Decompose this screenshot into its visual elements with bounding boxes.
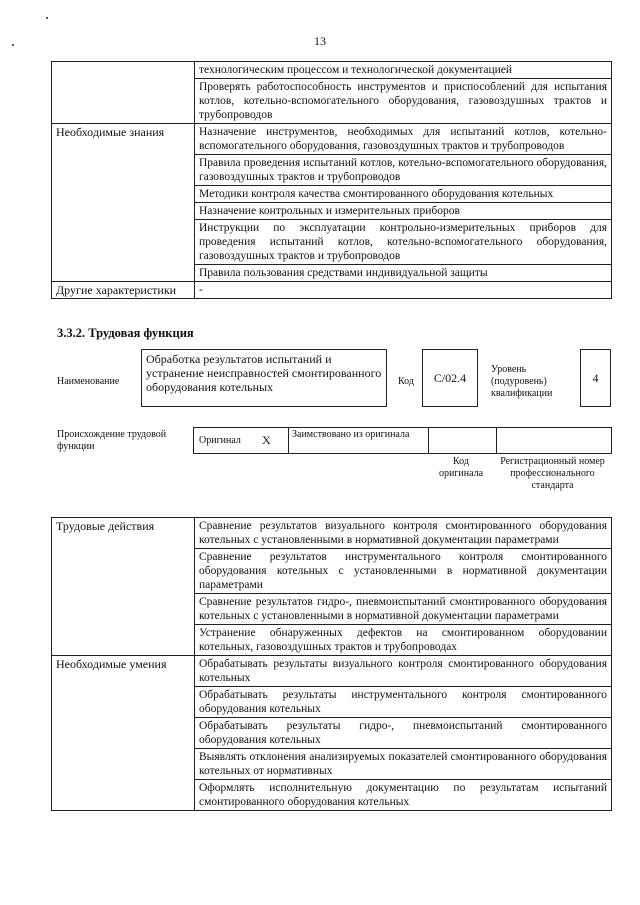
section-title: 3.3.2. Трудовая функция <box>57 326 194 340</box>
level-value: 4 <box>592 371 599 385</box>
table-cell: Проверять работоспособность инструментов и приспособлений для испытания котлов, котельно-вспомогательного оборудования, газовоздушных трактов и трубопроводов <box>195 79 612 124</box>
divider <box>496 427 497 454</box>
reg-number-label: Регистрационный номер профессионального стандарта <box>500 456 605 491</box>
scan-speck <box>46 17 48 19</box>
table-row <box>52 124 612 155</box>
divider <box>288 427 289 454</box>
table-row <box>52 656 612 687</box>
origin-code-label: Код оригинала <box>438 456 484 479</box>
table-cell: Назначение контрольных и измерительных приборов <box>195 203 612 220</box>
origin-box <box>193 427 612 454</box>
table-cell: Методики контроля качества смонтированного оборудования котельных <box>195 186 612 203</box>
row-label: Трудовые действия <box>52 518 195 656</box>
code-value: C/02.4 <box>433 371 467 385</box>
row-label: Другие характеристики <box>52 282 195 299</box>
table-cell: Оформлять исполнительную документацию по результатам испытаний смонтированного оборудования котельных <box>195 780 612 811</box>
table-cell: Сравнение результатов гидро-, пневмоиспытаний смонтированного оборудования котельных с установленными в нормативной документации параметрами <box>195 594 612 625</box>
origin-label: Происхождение трудовой функции <box>57 429 167 452</box>
original-label: Оригинал <box>199 435 241 446</box>
table-cell: - <box>195 282 612 299</box>
row-label: Необходимые умения <box>52 656 195 811</box>
level-label: Уровень (подуровень) квалификации <box>491 364 553 399</box>
top-table <box>51 61 612 299</box>
code-label: Код <box>398 376 414 387</box>
level-box <box>580 349 611 407</box>
divider <box>428 427 429 454</box>
table-cell: Инструкции по эксплуатации контрольно-измерительных приборов для проведения испытаний котлов, котельно-вспомогательного оборудования, газовоздушных трактов и трубопроводов <box>195 220 612 265</box>
table-cell: Назначение инструментов, необходимых для испытаний котлов, котельно-вспомогательного оборудования, газовоздушных трактов и трубопроводов <box>195 124 612 155</box>
bottom-table <box>51 517 612 811</box>
table-cell: Правила проведения испытаний котлов, котельно-вспомогательного оборудования, газовоздушных трактов и трубопроводов <box>195 155 612 186</box>
table-cell: технологическим процессом и технологической документацией <box>195 62 612 79</box>
row-label <box>52 62 195 124</box>
table-cell: Выявлять отклонения анализируемых показателей смонтированного оборудования котельных от нормативных <box>195 749 612 780</box>
table-cell: Обрабатывать результаты гидро-, пневмоиспытаний смонтированного оборудования котельных <box>195 718 612 749</box>
page-number: 13 <box>314 34 326 48</box>
table-cell: Сравнение результатов визуального контроля смонтированного оборудования котельных с установленными в нормативной документации параметрами <box>195 518 612 549</box>
function-name-box <box>141 349 387 407</box>
table-cell: Правила пользования средствами индивидуальной защиты <box>195 265 612 282</box>
table-cell: Обрабатывать результаты визуального контроля смонтированного оборудования котельных <box>195 656 612 687</box>
table-cell: Устранение обнаруженных дефектов на смонтированном оборудовании котельных, газовоздушных трактов и трубопроводах <box>195 625 612 656</box>
borrowed-label: Заимствовано из оригинала <box>292 429 410 440</box>
name-label: Наименование <box>57 376 120 387</box>
code-box <box>422 349 478 407</box>
table-cell: Обрабатывать результаты инструментального контроля смонтированного оборудования котельных <box>195 687 612 718</box>
table-row <box>52 518 612 549</box>
table-row <box>52 282 612 299</box>
row-label: Необходимые знания <box>52 124 195 282</box>
function-name: Обработка результатов испытаний и устранение неисправностей смонтированного оборудования котельных <box>146 352 382 394</box>
table-row <box>52 62 612 79</box>
original-mark: X <box>262 433 271 447</box>
table-cell: Сравнение результатов инструментального контроля смонтированного оборудования котельных с установленными в нормативной документации параметрами <box>195 549 612 594</box>
